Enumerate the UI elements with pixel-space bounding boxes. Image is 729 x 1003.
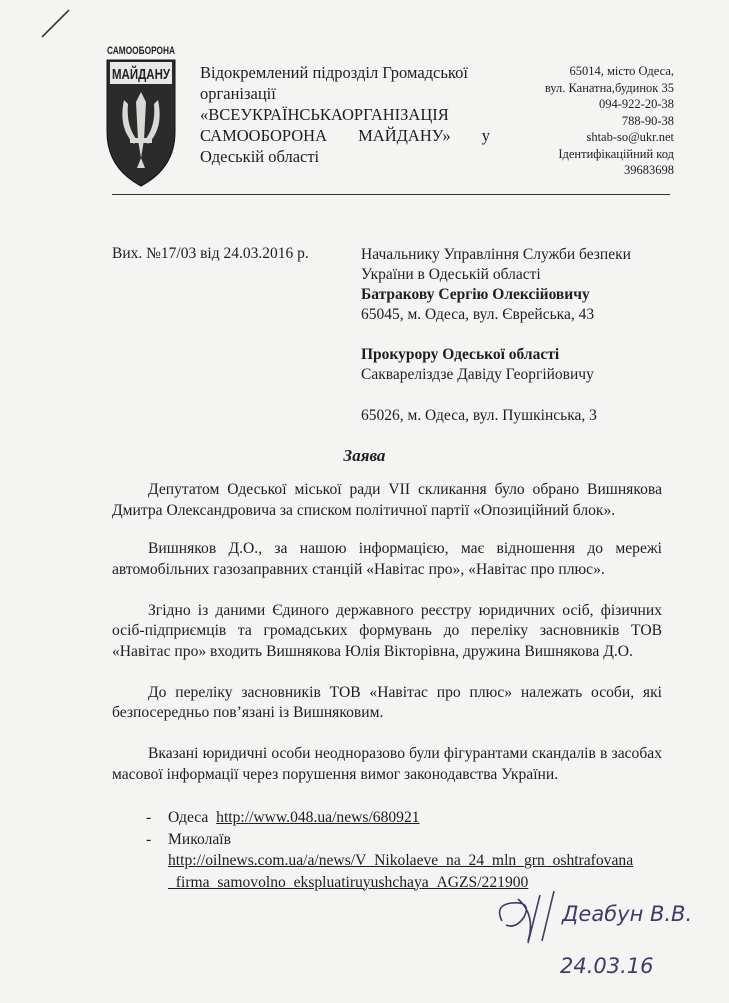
- logo-top-text: САМООБОРОНА: [107, 45, 176, 57]
- org-word: у: [481, 126, 490, 145]
- contact-block: [504, 63, 674, 179]
- spacer: [361, 325, 676, 345]
- body-paragraph: До переліку засновників ТОВ «Навітас про плюс» належать особи, які безпосередньо пов’язані із Вишняковим.: [112, 683, 662, 721]
- handwritten-date: 24.03.16: [560, 954, 654, 978]
- handwritten-note: Деабун В.В.: [562, 902, 693, 926]
- contact-email: shtab-so@ukr.net: [586, 130, 674, 144]
- org-line: Одеській області: [200, 147, 320, 166]
- list-item: [146, 807, 666, 829]
- recipient-name: [361, 285, 676, 305]
- body-paragraph: Депутатом Одеської міської ради VII скликання було обрано Вишнякова Дмитра Олександровича за списком політичної партії «Опозиційний блок».: [112, 481, 662, 519]
- contact-city: 65014, місто Одеса,: [569, 64, 674, 78]
- list-bullet: -: [146, 809, 152, 826]
- recipient-name-text: Батракову Сергію Олексійовичу: [361, 286, 590, 303]
- list-item: [146, 829, 666, 894]
- recipients-block: [361, 245, 676, 426]
- outgoing-number: Вих. №17/03 від 24.03.2016 р.: [112, 245, 309, 262]
- document-body: [112, 480, 662, 806]
- recipient-line: України в Одеській області: [361, 266, 541, 283]
- body-paragraph: Згідно із даними Єдиного державного реєстру юридичних осіб, фізичних осіб-підприємців та громадських формувань до переліку засновників ТОВ «Навітас про» входить Вишнякова Юлія Вікторівна, дружина Вишнякова Д.О.: [112, 601, 662, 660]
- recipient-line: Начальнику Управління Служби безпеки: [361, 246, 631, 263]
- list-item-city: Одеса: [168, 809, 209, 826]
- recipient-title: [361, 345, 676, 365]
- org-line: Відокремлений підрозділ Громадської: [200, 63, 468, 82]
- source-link-continued[interactable]: _firma_samovolno_ekspluatiruyushchaya_AGZS/221900: [168, 873, 529, 891]
- source-link[interactable]: http://www.048.ua/news/680921: [216, 809, 420, 826]
- org-line: [200, 125, 490, 146]
- list-bullet: -: [146, 830, 152, 848]
- body-paragraph: Вишняков Д.О., за нашою інформацією, має відношення до мережі автомобільних газозаправних станцій «Навітас про», «Навітас про плюс».: [112, 540, 662, 578]
- logo-bottom-text: МАЙДАНУ: [112, 66, 188, 83]
- org-line: «ВСЕУКРАЇНСЬКАОРГАНІЗАЦІЯ: [200, 105, 449, 124]
- contact-phone: 788-90-38: [621, 113, 674, 128]
- pen-mark: [38, 6, 74, 40]
- source-links-list: [146, 807, 666, 893]
- recipient-address: 65026, м. Одеса, вул. Пушкінська, 3: [361, 407, 597, 424]
- recipient-name: Саквареліздзе Давіду Георгійовичу: [361, 366, 594, 383]
- body-paragraph: Вказані юридичні особи неодноразово були фігурантами скандалів в засобах масової інформації через порушення вимог законодавства України.: [112, 745, 662, 783]
- contact-code-label: Ідентифікаційний код: [558, 146, 674, 161]
- org-word: МАЙДАНУ»: [358, 126, 451, 145]
- source-link[interactable]: http://oilnews.com.ua/a/news/V_Nikolaeve_na_24_mln_grn_oshtrafovana: [168, 852, 634, 869]
- handwritten-signature: [488, 885, 713, 990]
- header-divider: [112, 194, 670, 195]
- contact-phone: 094-922-20-38: [599, 97, 674, 111]
- logo: [104, 40, 188, 188]
- spacer: [361, 385, 676, 406]
- contact-code: 39683698: [624, 163, 674, 177]
- contact-street: вул. Канатна,будинок 35: [544, 80, 674, 95]
- org-line: організації: [200, 84, 276, 103]
- document-title: Заява: [343, 446, 386, 465]
- recipient-title-text: Прокурору Одеської області: [361, 346, 560, 363]
- organization-name: [200, 62, 490, 167]
- recipient-address: 65045, м. Одеса, вул. Єврейська, 43: [361, 306, 595, 323]
- list-item-city: Миколаїв: [168, 830, 231, 848]
- org-word: САМООБОРОНА: [200, 126, 328, 145]
